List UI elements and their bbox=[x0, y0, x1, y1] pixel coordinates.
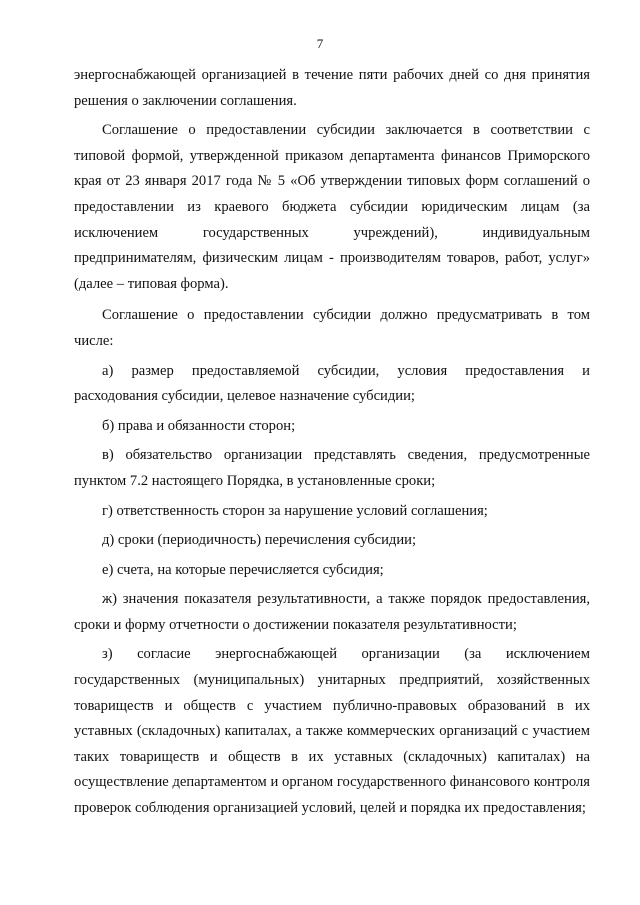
list-item-v: в) обязательство организации представлять сведения, предусмотренные пунктом 7.2 настоящего Порядка, в установленные сроки; bbox=[74, 447, 590, 489]
list-item-a: а) размер предоставляемой субсидии, условия предоставления и расходования субсидии, целевое назначение субсидии; bbox=[74, 362, 590, 405]
paragraph-agreement-form: Соглашение о предоставлении субсидии заключается в соответствии с типовой формой, утвержденной приказом департамента финансов Приморского края от 23 января 2017 года № 5 «Об утверждении типовых форм соглашений о предоставлении из краевого бюджета субсидии юридическим лицам (за исключением государственных учреждений), индивидуальным предпринимателям, физическим лицам - производителям товаров, работ, услуг» (далее – типовая форма). bbox=[74, 122, 590, 292]
paragraph-continuation: энергоснабжающей организацией в течение пяти рабочих дней со дня принятия решения о заключении соглашения. bbox=[74, 67, 590, 109]
list-item-e: е) счета, на которые перечисляется субсидия; bbox=[102, 561, 384, 578]
document-body bbox=[74, 63, 590, 826]
list-item-b: б) права и обязанности сторон; bbox=[102, 417, 296, 434]
list-item-zh: ж) значения показателя результативности, а также порядок предоставления, сроки и форму отчетности о достижении показателя результативности; bbox=[74, 591, 590, 633]
list-item-d: д) сроки (периодичность) перечисления субсидии; bbox=[102, 532, 417, 549]
list-item-z: з) согласие энергоснабжающей организации (за исключением государственных (муниципальных) унитарных предприятий, хозяйственных товариществ и обществ с участием публично-правовых образований в их уставных (складочных) капиталах, а также коммерческих организаций с участием таких товариществ и обществ в их уставных (складочных) капиталах) на осуществление департаментом и органом государственного финансового контроля проверок соблюдения организацией условий, целей и порядка их предоставления; bbox=[74, 646, 590, 817]
list-item-g: г) ответственность сторон за нарушение условий соглашения; bbox=[102, 502, 488, 519]
page-number: 7 bbox=[316, 36, 324, 51]
paragraph-agreement-contents: Соглашение о предоставлении субсидии должно предусматривать в том числе: bbox=[74, 307, 590, 349]
